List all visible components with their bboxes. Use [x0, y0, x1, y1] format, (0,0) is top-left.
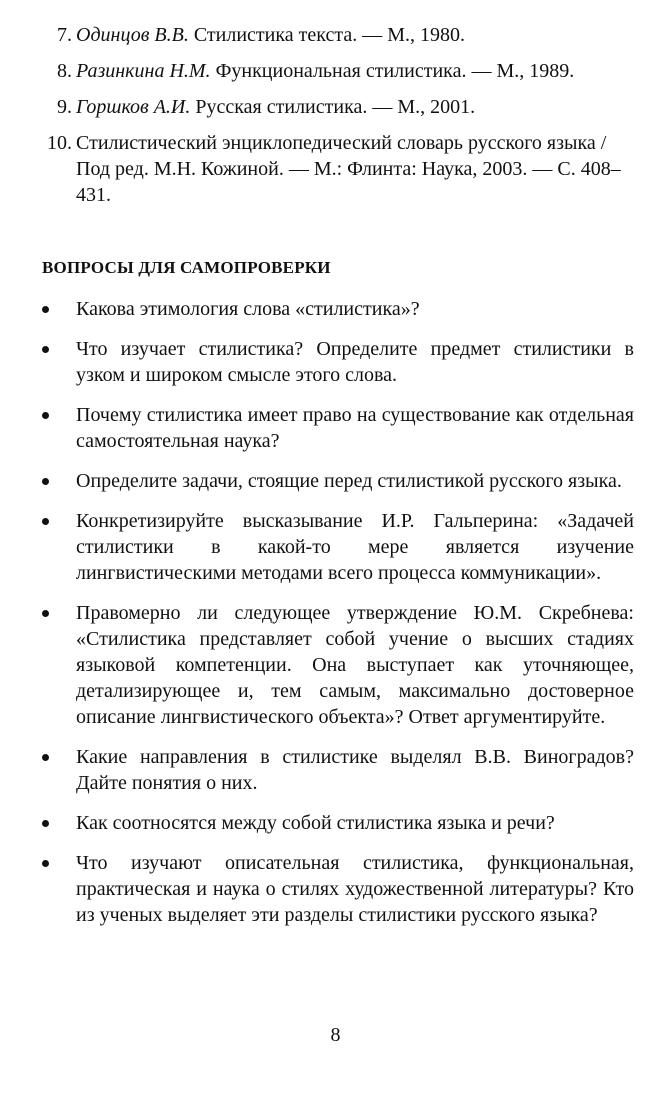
reference-number: 7.	[57, 24, 72, 46]
bullet-icon	[42, 610, 49, 617]
bullet-icon	[42, 346, 49, 353]
question-item	[42, 744, 634, 796]
reference-author: Одинцов В.В.	[76, 24, 189, 46]
reference-text: Стилистический энциклопедический словарь русского языка / Под ред. М.Н. Кожиной. — М.: Флинта: Наука, 2003. — С. 408–431.	[76, 132, 621, 206]
question-item	[42, 336, 634, 388]
reference-author: Горшков А.И.	[76, 96, 191, 118]
reference-item	[44, 94, 640, 120]
reference-number: 8.	[57, 60, 72, 82]
page-number: 8	[330, 1024, 341, 1046]
reference-number: 10.	[47, 132, 72, 154]
question-text: Что изучают описательная стилистика, функциональная, практическая и наука о стилях художественной литературы? Кто из ученых выделяет эти разделы стилистики русского языка?	[76, 852, 634, 926]
reference-item	[44, 58, 640, 84]
bullet-icon	[42, 478, 49, 485]
question-item	[42, 850, 634, 928]
question-item	[42, 468, 634, 494]
question-item	[42, 810, 634, 836]
question-text: Определите задачи, стоящие перед стилистикой русского языка.	[76, 470, 622, 492]
reference-text: Русская стилистика. — М., 2001.	[190, 96, 476, 118]
bullet-icon	[42, 754, 49, 761]
question-text: Что изучает стилистика? Определите предмет стилистики в узком и широком смысле этого слова.	[76, 338, 634, 386]
bullet-icon	[42, 412, 49, 419]
bullet-icon	[42, 820, 49, 827]
reference-author: Разинкина Н.М.	[76, 60, 211, 82]
question-text: Как соотносятся между собой стилистика языка и речи?	[76, 812, 555, 834]
bullet-icon	[42, 860, 49, 867]
question-list	[42, 296, 634, 942]
section-heading: ВОПРОСЫ ДЛЯ САМОПРОВЕРКИ	[42, 258, 331, 277]
question-item	[42, 600, 634, 730]
question-text: Какова этимология слова «стилистика»?	[76, 298, 420, 320]
bullet-icon	[42, 306, 49, 313]
question-item	[42, 402, 634, 454]
question-item	[42, 508, 634, 586]
reference-text: Функциональная стилистика. — М., 1989.	[210, 60, 575, 82]
reference-text: Стилистика текста. — М., 1980.	[188, 24, 466, 46]
question-text: Правомерно ли следующее утверждение Ю.М. Скребнева: «Стилистика представляет собой учение о высших стадиях языковой компетенции. Она выступает как уточняющее, детализирующее и, тем самым, максимально достоверное описание лингвистического объекта»? Ответ аргументируйте.	[76, 602, 634, 728]
question-item	[42, 296, 634, 322]
question-text: Конкретизируйте высказывание И.Р. Гальперина: «Задачей стилистики в какой-то мере является изучение лингвистическими методами всего процесса коммуникации».	[76, 510, 634, 584]
question-text: Какие направления в стилистике выделял В.В. Виноградов? Дайте понятия о них.	[76, 746, 634, 794]
reference-number: 9.	[57, 96, 72, 118]
reference-item	[44, 22, 640, 48]
reference-item	[44, 130, 640, 208]
reference-list	[44, 22, 640, 218]
bullet-icon	[42, 518, 49, 525]
question-text: Почему стилистика имеет право на существование как отдельная самостоятельная наука?	[76, 404, 634, 452]
